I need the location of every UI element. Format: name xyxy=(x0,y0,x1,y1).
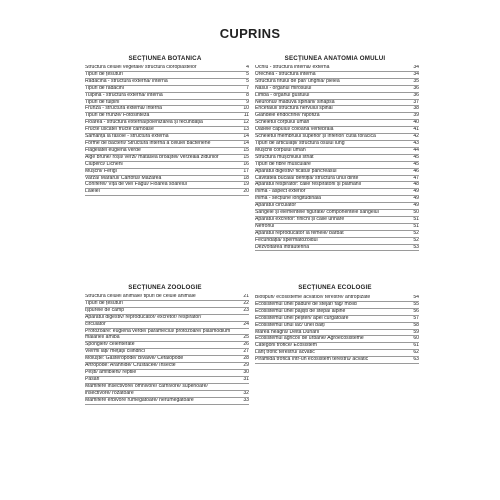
toc-entry xyxy=(255,93,419,100)
toc-entry xyxy=(255,169,419,176)
toc-entry xyxy=(85,363,249,370)
toc-entry-page: 43 xyxy=(413,140,419,146)
section-title-botanica: SECȚIUNEA BOTANICĂ xyxy=(128,55,202,62)
toc-entry-title: Structura firului de păr/ unghia/ pielea xyxy=(255,78,340,84)
toc-entry-title: Pești/ amfibieni/ reptile xyxy=(85,369,137,375)
toc-entry-page: 28 xyxy=(243,356,249,362)
toc-entry-page: 63 xyxy=(413,357,419,363)
toc-entry-title: Spongieri/ celenterate xyxy=(85,342,135,348)
section-title-anatomia: SECȚIUNEA ANATOMIA OMULUI xyxy=(284,55,386,62)
toc-entry-title: Aparatul respirator: căile respiratorii și plămânii xyxy=(255,182,361,188)
toc-entry-page: 51 xyxy=(413,216,419,222)
toc-entry-page: 15 xyxy=(243,147,249,153)
toc-entry xyxy=(255,316,419,323)
toc-entry-title: Inima - secțiune longitudinală xyxy=(255,196,321,202)
toc-entry-title: Tipuri de țesuturi xyxy=(85,71,123,77)
toc-entry-title: Structura celulei animale/ tipuri de celule animale xyxy=(85,294,196,299)
toc-entry xyxy=(85,294,249,301)
toc-entry-title: Floarea - structura externă/polenizarea și fecundația xyxy=(85,120,203,126)
toc-entry xyxy=(255,100,419,107)
toc-entry-page: 14 xyxy=(243,140,249,146)
toc-entry xyxy=(85,100,249,107)
toc-entry xyxy=(85,182,249,189)
toc-entry-page: 11 xyxy=(243,113,249,119)
toc-entry-title: Cavitatea bucală/ dentiția/ structura unui dinte xyxy=(255,175,359,181)
toc-entry xyxy=(255,323,419,330)
toc-entry xyxy=(85,176,249,183)
toc-entry-page: 9 xyxy=(246,99,249,105)
toc-entry-title: Structura celulei vegetale/ structura cloroplastelor xyxy=(85,65,197,70)
toc-entry-page: 29 xyxy=(243,363,249,369)
toc-entry xyxy=(255,106,419,113)
toc-entry-title: Sângele și elementele figurate/ componentele sângelui xyxy=(255,210,379,216)
toc-entry-title: Frunza - structura externă/ internă xyxy=(85,106,163,112)
toc-entry-title: Tipuri de articulații/ structura osului lung xyxy=(255,140,345,146)
toc-entry xyxy=(255,148,419,155)
toc-entry-page: 54 xyxy=(413,295,419,300)
toc-entry-page: 41 xyxy=(413,127,419,133)
toc-entry-page: 61 xyxy=(413,343,419,349)
section-title-ecologie: SECȚIUNEA ECOLOGIE xyxy=(298,284,372,291)
toc-entry xyxy=(255,357,419,364)
toc-entry-page: 25 xyxy=(243,335,249,341)
toc-entry-title: Fecundația/ spermatozoidul xyxy=(255,237,318,243)
toc-entry-page: 34 xyxy=(413,65,419,70)
toc-entry-title: Flagelatei euglena verde xyxy=(85,147,141,153)
toc-entry-page: 35 xyxy=(413,78,419,84)
toc-entry-title: Structura mușchiului striat xyxy=(255,154,314,160)
toc-entry-page: 30 xyxy=(243,369,249,375)
toc-entry xyxy=(85,189,249,196)
toc-entry xyxy=(85,148,249,155)
toc-entry-page: 62 xyxy=(413,350,419,356)
toc-entry-page: 45 xyxy=(413,154,419,160)
toc-entry-page: 5 xyxy=(246,78,249,84)
toc-entry xyxy=(85,79,249,86)
toc-entry-title: Păsări xyxy=(85,376,100,382)
toc-entry xyxy=(85,65,249,72)
toc-entry xyxy=(85,162,249,169)
toc-entry xyxy=(85,315,249,322)
toc-entry-page: 19 xyxy=(243,182,249,188)
toc-entry xyxy=(255,189,419,196)
toc-entry xyxy=(255,176,419,183)
toc-entry xyxy=(255,238,419,245)
toc-entry-title: Neuronul/ măduva spinării/ sinapsa xyxy=(255,99,335,105)
toc-entry xyxy=(85,301,249,308)
toc-entry xyxy=(85,93,249,100)
toc-entry-title: Tipuri de rădăcini xyxy=(85,85,124,91)
toc-entry-page: 45 xyxy=(413,161,419,167)
toc-entry-page: 49 xyxy=(413,189,419,195)
toc-entry-page: 39 xyxy=(413,113,419,119)
toc-entry-title: Biotipuri/ ecosisteme acvatice/ terestre/ antropizate xyxy=(255,295,371,300)
toc-entry-page: 47 xyxy=(413,175,419,181)
toc-entry xyxy=(255,309,419,316)
toc-entry xyxy=(85,308,249,315)
section-title-zoologie: SECȚIUNEA ZOOLOGIE xyxy=(128,284,202,291)
toc-entry-page: 52 xyxy=(413,237,419,243)
toc-entry xyxy=(255,65,419,72)
toc-entry-title: Mușchi/ Ferigi xyxy=(85,168,117,174)
toc-entry-page: 33 xyxy=(243,397,249,403)
toc-entry-title: Tipuri de țesuturi xyxy=(85,300,123,306)
toc-entry-title: Inima - aspect exterior xyxy=(255,189,306,195)
toc-entry xyxy=(255,217,419,224)
toc-list-zoologie xyxy=(85,294,249,405)
toc-entry xyxy=(85,391,249,398)
toc-entry-page: 24 xyxy=(243,321,249,327)
toc-entry-title: insectivore/ rozătoare xyxy=(85,390,134,396)
toc-entry-title: Moluște: Gasteropode/ Bivalve/ Cefalopode xyxy=(85,356,184,362)
toc-entry-title: Coniferei/ Viță de vie/ Fagul/ Floarea soarelui xyxy=(85,182,187,188)
toc-entry-page: 52 xyxy=(413,230,419,236)
toc-entry-title: Marea neagră/ Delta Dunării xyxy=(255,329,319,335)
toc-entry-page: 44 xyxy=(413,147,419,153)
toc-entry-title: Dezvoltarea intrauterină xyxy=(255,244,310,250)
toc-entry-title: Limba - organul gustului xyxy=(255,92,310,98)
toc-entry xyxy=(255,127,419,134)
toc-entry-page: 5 xyxy=(246,71,249,77)
toc-entry-page: 34 xyxy=(413,71,419,77)
toc-entry-title: Aparatul circulator xyxy=(255,203,297,209)
toc-entry-page: 40 xyxy=(413,120,419,126)
toc-entry xyxy=(255,134,419,141)
toc-entry-title: Tipuri de frunze/ Fotosinteza xyxy=(85,113,150,119)
toc-entry-title: Aparatul reproducător la femeie/ bărbat xyxy=(255,230,344,236)
toc-entry-title: Tulpina - structura externă/ internă xyxy=(85,92,163,98)
toc-entry xyxy=(255,350,419,357)
toc-entry xyxy=(85,322,249,329)
toc-entry-title: Ecosistemul agricol/ de urbane/ Agroecosisteme xyxy=(255,336,364,342)
toc-entry-page: 13 xyxy=(243,127,249,133)
toc-entry-title: Piramida trofică într-un ecosistem terestru/ acvatic xyxy=(255,357,369,363)
toc-entry-title: Ecosistemul unei peșteri/ apei curgătoare xyxy=(255,315,349,321)
toc-entry-page: 37 xyxy=(413,99,419,105)
toc-entry xyxy=(85,356,249,363)
toc-entry xyxy=(255,141,419,148)
toc-entry-page: 53 xyxy=(413,244,419,250)
toc-entry-title: Lalelei xyxy=(85,189,100,195)
toc-entry-page: 17 xyxy=(243,168,249,174)
toc-entry-title: Fructe uscate/ fructe cărnoase xyxy=(85,127,154,133)
toc-entry-page: 50 xyxy=(413,210,419,216)
toc-entry xyxy=(255,302,419,309)
toc-entry xyxy=(85,329,249,336)
toc-entry xyxy=(255,224,419,231)
toc-entry-page: 42 xyxy=(413,134,419,140)
toc-entry-title: Oasele capului/ coloana vertebrală xyxy=(255,127,334,133)
toc-entry xyxy=(255,182,419,189)
toc-entry xyxy=(85,370,249,377)
toc-entry xyxy=(85,134,249,141)
toc-entry-page: 60 xyxy=(413,336,419,342)
toc-entry-title: Categorii trofice/ Ecosistem xyxy=(255,343,317,349)
toc-entry-title: Viermi lați/ mețați/ cilindrici xyxy=(85,349,145,355)
toc-entry-title: Scheletul corpului uman xyxy=(255,120,310,126)
toc-entry xyxy=(85,155,249,162)
toc-entry-title: Ecosistemul unei pajiști de stepă/ alpine xyxy=(255,308,346,314)
toc-entry-page: 49 xyxy=(413,196,419,202)
toc-entry-page: 48 xyxy=(413,182,419,188)
toc-entry-title: Mușchii corpului uman xyxy=(255,147,306,153)
toc-entry-title: Alge brune/ roșii/ verzi/ mătasea broaștei/ verzeala zidurilor xyxy=(85,154,219,160)
toc-entry xyxy=(85,169,249,176)
toc-entry-title: Encefalul/ structura nervului spinal xyxy=(255,106,333,112)
toc-entry-title: Mamifere insectivore/ omnivore/ carnivore/ superioare/ xyxy=(85,383,208,389)
toc-entry xyxy=(255,72,419,79)
toc-entry-page: 55 xyxy=(413,301,419,307)
toc-entry-title: Lanț trofic terestru/ acvatic xyxy=(255,350,315,356)
toc-list-botanica xyxy=(85,65,249,196)
toc-entry-title: Forme de bacterii/ Structura internă a celulei bacteriene xyxy=(85,140,211,146)
toc-entry-title: Nasul - organul mirosului xyxy=(255,85,312,91)
toc-entry xyxy=(255,231,419,238)
toc-list-ecologie xyxy=(255,295,419,364)
toc-entry-title: Ecosistemul unui lac/ unei bălți xyxy=(255,322,325,328)
toc-entry-page: 23 xyxy=(243,307,249,313)
toc-entry-page: 38 xyxy=(413,106,419,112)
toc-entry-title: Sămânța la fasole - structura externă xyxy=(85,134,169,140)
toc-entry xyxy=(255,203,419,210)
toc-entry-page: 31 xyxy=(243,376,249,382)
toc-entry xyxy=(85,377,249,384)
page-title: CUPRINS xyxy=(219,26,281,41)
toc-entry-page: 16 xyxy=(243,161,249,167)
toc-entry-page: 20 xyxy=(243,189,249,195)
toc-entry-page: 59 xyxy=(413,329,419,335)
toc-entry xyxy=(85,342,249,349)
toc-entry-title: Ecosistemul unei pădure de stejar/ fag/ molid xyxy=(255,301,357,307)
toc-entry-title: Mamifere erbivore rumegătoare/ nerumegătoare xyxy=(85,397,194,403)
toc-entry-page: 10 xyxy=(243,106,249,112)
toc-entry-page: 27 xyxy=(243,349,249,355)
toc-entry xyxy=(255,196,419,203)
toc-entry-title: Protozoare: euglena verde/ parameciul/ protozoare/ plasmodium xyxy=(85,328,231,334)
toc-entry-title: Ciuperci/ Licheni xyxy=(85,161,123,167)
toc-entry-page: 58 xyxy=(413,322,419,328)
toc-entry-page: 57 xyxy=(413,315,419,321)
toc-entry xyxy=(85,384,249,391)
toc-entry xyxy=(85,335,249,342)
toc-entry xyxy=(85,113,249,120)
toc-entry xyxy=(255,155,419,162)
toc-entry-page: 36 xyxy=(413,92,419,98)
toc-entry xyxy=(85,120,249,127)
toc-entry-title: malariei/ amiba xyxy=(85,335,120,341)
toc-entry-page: 46 xyxy=(413,168,419,174)
toc-entry-page: 26 xyxy=(243,342,249,348)
toc-entry xyxy=(85,106,249,113)
toc-entry-title: Ochiu - structura internă/ externă xyxy=(255,65,330,70)
toc-entry-page: 4 xyxy=(246,65,249,70)
toc-entry xyxy=(255,120,419,127)
toc-entry-title: Aparatul digestiv/ reproducător/ excretor/ respirator/ xyxy=(85,314,202,320)
toc-entry xyxy=(255,330,419,337)
toc-entry xyxy=(85,349,249,356)
toc-entry-title: Rădăcina - structura externă/ internă xyxy=(85,78,168,84)
toc-entry-title: Artropode: Arahnide/ Crustacee/ Insecte xyxy=(85,363,176,369)
toc-entry-title: Ișpurele de câmp xyxy=(85,307,125,313)
toc-entry xyxy=(255,336,419,343)
toc-entry-page: 36 xyxy=(413,85,419,91)
toc-entry xyxy=(255,343,419,350)
toc-entry-page: 7 xyxy=(246,85,249,91)
toc-entry xyxy=(255,162,419,169)
toc-entry xyxy=(255,113,419,120)
toc-entry-page: 18 xyxy=(243,175,249,181)
toc-entry xyxy=(85,86,249,93)
toc-entry-page: 14 xyxy=(243,134,249,140)
toc-entry-page: 8 xyxy=(246,92,249,98)
toc-entry xyxy=(85,72,249,79)
toc-entry-page: 22 xyxy=(243,300,249,306)
toc-entry xyxy=(255,210,419,217)
toc-entry xyxy=(255,245,419,252)
toc-entry-page: 21 xyxy=(243,294,249,299)
toc-entry-page: 12 xyxy=(243,120,249,126)
toc-entry-page: 49 xyxy=(413,203,419,209)
toc-entry-page: 15 xyxy=(243,154,249,160)
toc-entry xyxy=(85,141,249,148)
toc-entry xyxy=(85,398,249,405)
toc-entry-title: Nefronul xyxy=(255,223,275,229)
toc-entry xyxy=(255,86,419,93)
toc-entry-title: Scheletul membrului superior și inferior/ cutia toracică xyxy=(255,134,376,140)
toc-entry-title: Aparatul excretor: rinichi și căile urinare xyxy=(255,216,345,222)
toc-entry-title: Glandele endocrine/ hipofiza xyxy=(255,113,320,119)
toc-entry-title: Tipuri de tulpini xyxy=(85,99,120,105)
toc-entry-title: Urechea - structura internă xyxy=(255,71,316,77)
toc-entry-page: 32 xyxy=(243,390,249,396)
toc-entry xyxy=(255,295,419,302)
toc-entry-title: circulator xyxy=(85,321,106,327)
toc-entry-title: Tipuri de fibre musculare xyxy=(255,161,311,167)
toc-entry-title: Aparatul digestiv/ ficatul/ pancreasul xyxy=(255,168,337,174)
toc-entry xyxy=(255,79,419,86)
toc-entry-page: 51 xyxy=(413,223,419,229)
toc-entry-page: 56 xyxy=(413,308,419,314)
toc-list-anatomia xyxy=(255,65,419,251)
toc-entry xyxy=(85,127,249,134)
toc-entry-title: Varza/ Mărarul/ Cartoful/ Mazărea xyxy=(85,175,162,181)
